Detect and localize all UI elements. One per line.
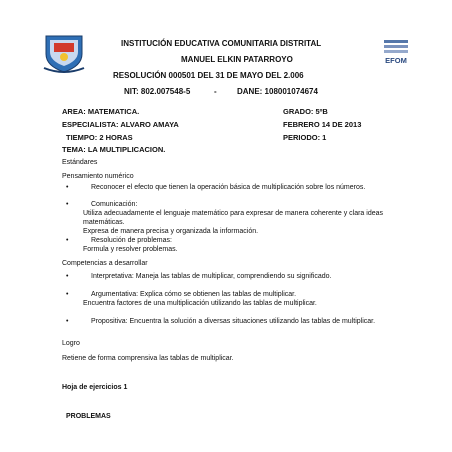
bullet-icon: •: [66, 273, 69, 280]
problems-heading: PROBLEMAS: [66, 413, 111, 420]
period-label: PERIODO: 1: [283, 133, 327, 142]
competency-item-2: Argumentativa: Explica cómo se obtienen las tablas de multiplicar.: [91, 291, 297, 298]
standard-item-2: Comunicación:: [91, 201, 138, 208]
bullet-icon: •: [66, 184, 69, 191]
achievement-heading: Logro: [62, 340, 80, 347]
nit-line: NIT: 802.007548-5: [124, 87, 191, 96]
efom-logo-icon: [378, 36, 414, 68]
resolution-line: RESOLUCIÓN 000501 DEL 31 DE MAYO DEL 2.006: [113, 71, 304, 80]
grade-label: GRADO: 5ºB: [283, 107, 328, 116]
standard-item-2-body2: Expresa de manera precisa y organizada la información.: [83, 228, 259, 235]
standard-item-1: Reconocer el efecto que tienen la operación básica de multiplicación sobre los números.: [91, 184, 366, 191]
bullet-icon: •: [66, 201, 69, 208]
topic-label: TEMA: LA MULTIPLICACION.: [62, 145, 166, 154]
standard-item-2-body: Utiliza adecuadamente el lenguaje matemático para expresar de manera coherente y clara ideas matemáticas.: [83, 210, 384, 226]
header-separator: -: [214, 87, 217, 96]
competency-item-3: Propositiva: Encuentra la solución a diversas situaciones utilizando las tablas de multiplicar.: [91, 318, 376, 325]
standard-item-3: Resolución de problemas:: [91, 237, 172, 244]
competencies-heading: Competencias a desarrollar: [62, 260, 148, 267]
standard-item-3-body: Formula y resolver problemas.: [83, 246, 178, 253]
specialist-label: ESPECIALISTA: ALVARO AMAYA: [62, 120, 179, 129]
bullet-icon: •: [66, 318, 69, 325]
competency-item-2-body: Encuentra factores de una multiplicación utilizando las tablas de multiplicar.: [83, 300, 317, 307]
efom-logo-text: EFOM: [385, 56, 407, 65]
date-label: FEBRERO 14 DE 2013: [283, 120, 362, 129]
time-label: TIEMPO: 2 HORAS: [66, 133, 133, 142]
numeric-thinking-heading: Pensamiento numérico: [62, 173, 134, 180]
standards-heading: Estándares: [62, 159, 98, 166]
dane-line: DANE: 108001074674: [237, 87, 318, 96]
institution-title: INSTITUCIÓN EDUCATIVA COMUNITARIA DISTRITAL: [121, 39, 322, 48]
bullet-icon: •: [66, 291, 69, 298]
worksheet-title: Hoja de ejercicios 1: [62, 384, 128, 391]
efom-logo: [378, 36, 414, 68]
school-emblem: [42, 30, 86, 74]
founder-name: MANUEL ELKIN PATARROYO: [181, 55, 293, 64]
competency-item-1: Interpretativa: Maneja las tablas de multiplicar, comprendiendo su significado.: [91, 273, 332, 280]
achievement-text: Retiene de forma comprensiva las tablas de multiplicar.: [62, 355, 234, 362]
area-label: AREA: MATEMATICA.: [62, 107, 140, 116]
bullet-icon: •: [66, 237, 69, 244]
